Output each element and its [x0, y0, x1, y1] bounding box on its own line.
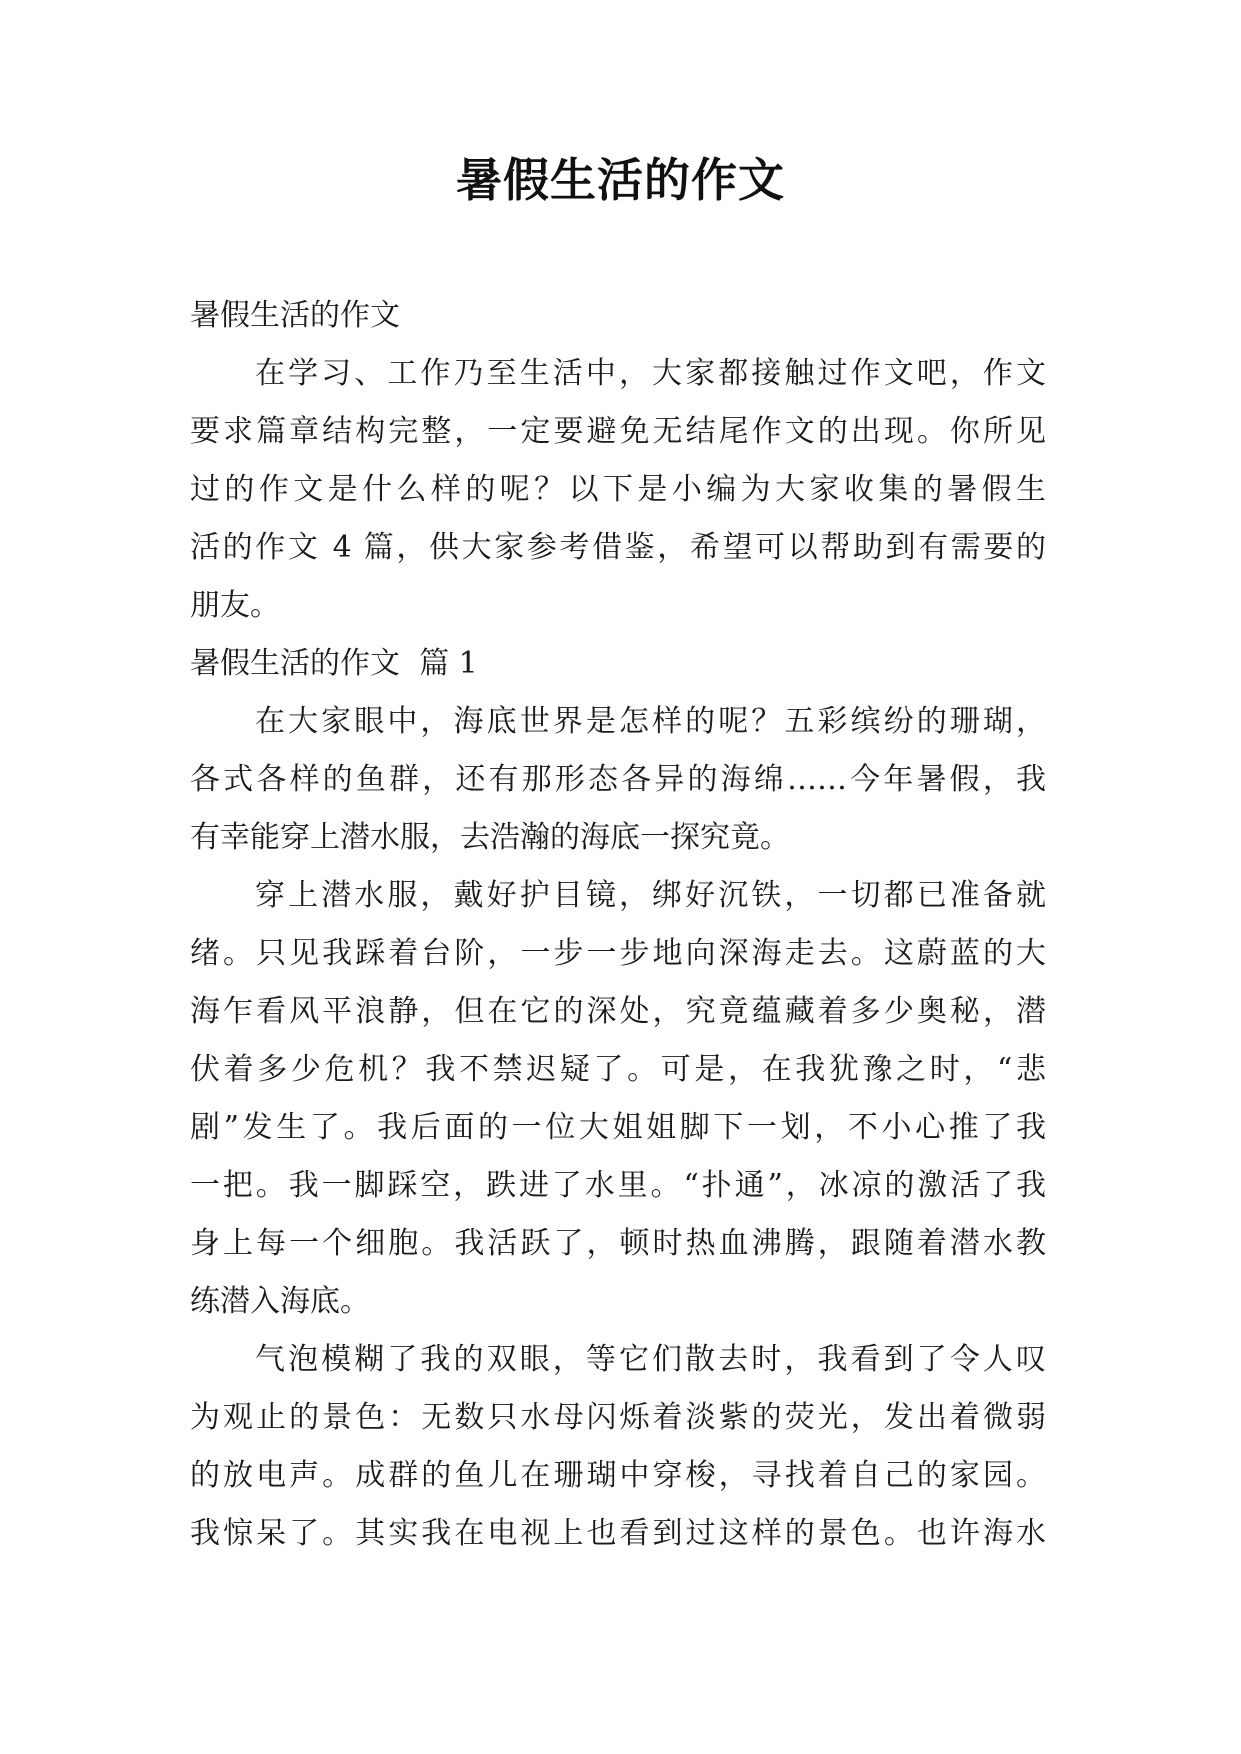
paragraph-line: 的放电声。成群的鱼儿在珊瑚中穿梭，寻找着自己的家园。	[190, 1458, 1046, 1493]
paragraph-line: 海乍看风平浪静，但在它的深处，究竟蕴藏着多少奥秘，潜	[190, 994, 1046, 1029]
intro-heading: 暑假生活的作文	[190, 298, 400, 333]
paragraph-line: 在大家眼中，海底世界是怎样的呢？五彩缤纷的珊瑚，	[255, 704, 1046, 739]
paragraph-line: 各式各样的鱼群，还有那形态各异的海绵……今年暑假，我	[190, 762, 1046, 797]
document-title: 暑假生活的作文	[456, 153, 785, 207]
paragraph-line: 练潜入海底。	[190, 1284, 370, 1319]
paragraph-line: 有幸能穿上潜水服，去浩瀚的海底一探究竟。	[190, 820, 790, 855]
paragraph-line: 剧”发生了。我后面的一位大姐姐脚下一划，不小心推了我	[190, 1110, 1046, 1145]
paragraph-line: 气泡模糊了我的双眼，等它们散去时，我看到了令人叹	[255, 1342, 1046, 1377]
paragraph-line: 穿上潜水服，戴好护目镜，绑好沉铁，一切都已准备就	[255, 878, 1046, 913]
paragraph-line: 身上每一个细胞。我活跃了，顿时热血沸腾，跟随着潜水教	[190, 1226, 1046, 1261]
paragraph-line: 为观止的景色：无数只水母闪烁着淡紫的荧光，发出着微弱	[190, 1400, 1046, 1435]
paragraph-line: 绪。只见我踩着台阶，一步一步地向深海走去。这蔚蓝的大	[190, 936, 1046, 971]
paragraph-line: 在学习、工作乃至生活中，大家都接触过作文吧，作文	[255, 356, 1046, 391]
section-heading: 暑假生活的作文 篇 1	[190, 646, 478, 681]
paragraph-line: 一把。我一脚踩空，跌进了水里。“扑通”，冰凉的激活了我	[190, 1168, 1046, 1203]
paragraph-line: 伏着多少危机？我不禁迟疑了。可是，在我犹豫之时，“悲	[190, 1052, 1046, 1087]
paragraph-line: 我惊呆了。其实我在电视上也看到过这样的景色。也许海水	[190, 1516, 1046, 1551]
paragraph-line: 活的作文 4 篇，供大家参考借鉴，希望可以帮助到有需要的	[190, 530, 1046, 565]
paragraph-line: 要求篇章结构完整，一定要避免无结尾作文的出现。你所见	[190, 414, 1046, 449]
paragraph-line: 过的作文是什么样的呢？以下是小编为大家收集的暑假生	[190, 472, 1046, 507]
paragraph-line: 朋友。	[190, 588, 280, 623]
